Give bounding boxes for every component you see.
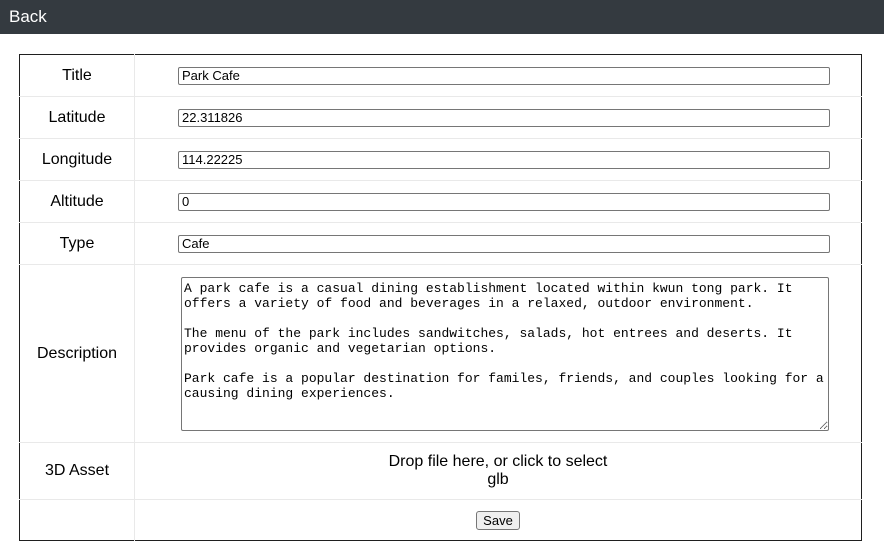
form-row-3d-asset	[20, 443, 862, 500]
title-input[interactable]	[178, 67, 830, 85]
latitude-label: Latitude	[20, 97, 135, 139]
file-drop-zone[interactable]	[135, 453, 861, 489]
asset-label: 3D Asset	[20, 443, 135, 500]
poi-form	[19, 54, 862, 541]
altitude-label: Altitude	[20, 181, 135, 223]
title-label: Title	[20, 55, 135, 97]
form-row-longitude	[20, 139, 862, 181]
drop-zone-text: Drop file here, or click to select	[388, 453, 608, 470]
back-link[interactable]: Back	[9, 7, 47, 26]
latitude-input[interactable]	[178, 109, 830, 127]
form-row-description	[20, 265, 862, 443]
description-textarea[interactable]	[181, 277, 829, 431]
form-row-altitude	[20, 181, 862, 223]
description-label: Description	[20, 265, 135, 443]
form-row-type	[20, 223, 862, 265]
type-input[interactable]	[178, 235, 830, 253]
top-nav-bar	[0, 0, 884, 34]
form-row-latitude	[20, 97, 862, 139]
longitude-input[interactable]	[178, 151, 830, 169]
type-label: Type	[20, 223, 135, 265]
form-row-title	[20, 55, 862, 97]
drop-zone-file-type: glb	[487, 471, 509, 488]
longitude-label: Longitude	[20, 139, 135, 181]
save-button[interactable]: Save	[476, 511, 520, 530]
altitude-input[interactable]	[178, 193, 830, 211]
form-row-actions	[20, 500, 862, 541]
